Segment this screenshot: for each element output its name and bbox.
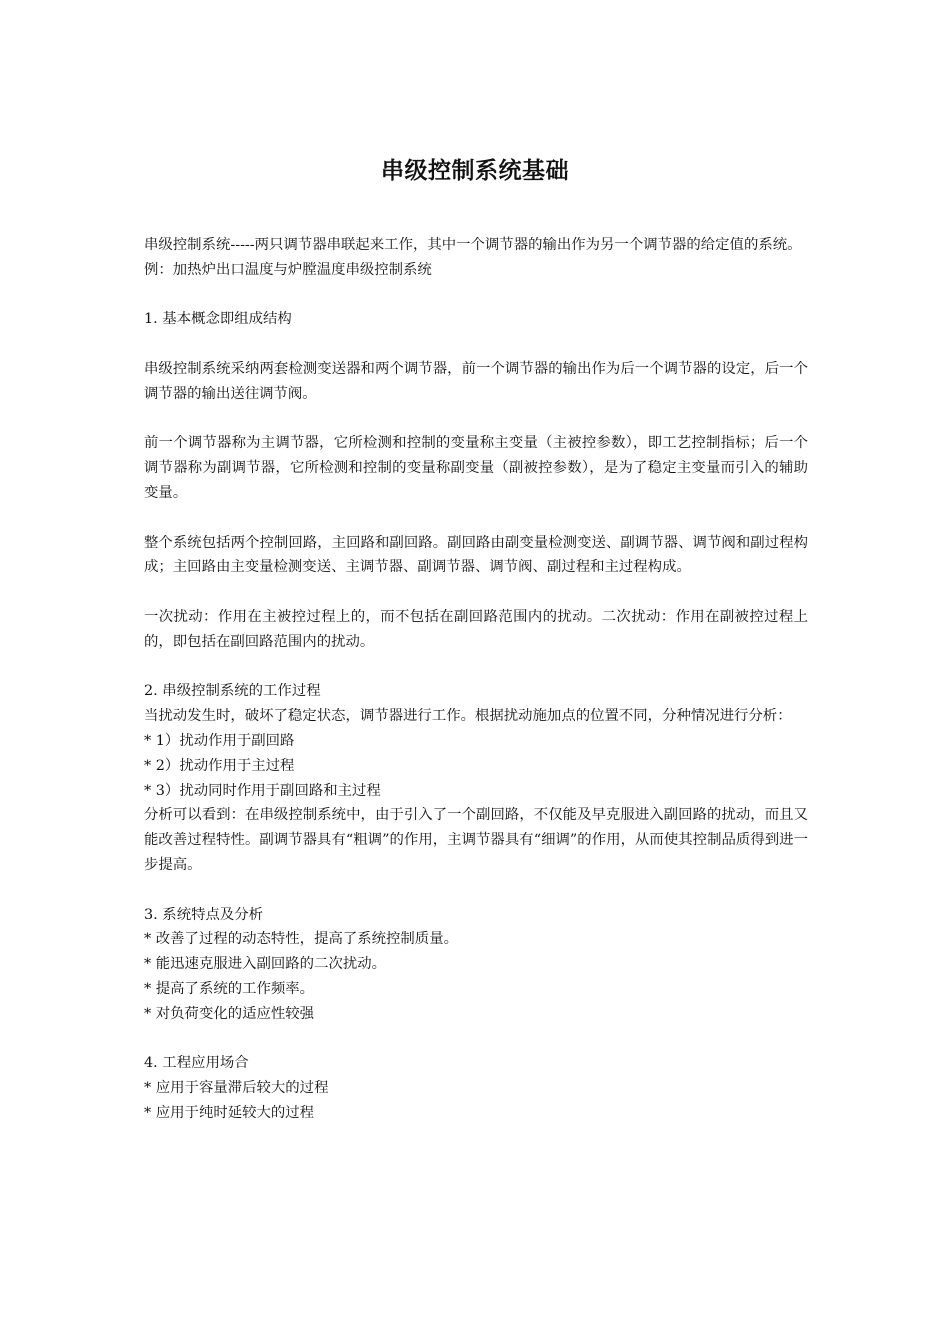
section1-paragraph: 整个系统包括两个控制回路，主回路和副回路。副回路由副变量检测变送、副调节器、调节阀和副过程构成；主回路由主变量检测变送、主调节器、副调节器、调节阀、副过程和主过程构成。 — [144, 534, 808, 576]
spacer — [144, 407, 808, 432]
spacer — [144, 506, 808, 531]
section3-list-item: * 对负荷变化的适应性较强 — [144, 1005, 315, 1022]
spacer — [144, 1027, 808, 1052]
section2-list-item: * 1）扰动作用于副回路 — [144, 732, 295, 749]
section1-heading: 1. 基本概念即组成结构 — [144, 311, 292, 328]
section2-conclusion: 分析可以看到：在串级控制系统中，由于引入了一个副回路，不仅能及早克服进入副回路的扰动，而且又能改善过程特性。副调节器具有“粗调”的作用，主调节器具有“细调”的作用，从而使其控制品质得到进一步提高。 — [144, 807, 808, 873]
section4-list-item: * 应用于容量滞后较大的过程 — [144, 1080, 329, 1097]
section2-lead: 当扰动发生时，破坏了稳定状态，调节器进行工作。根据扰动施加点的位置不同，分种情况进行分析： — [144, 708, 792, 725]
section1-paragraph: 串级控制系统采纳两套检测变送器和两个调节器，前一个调节器的输出作为后一个调节器的设定，后一个调节器的输出送往调节阀。 — [144, 360, 808, 402]
section3-heading: 3. 系统特点及分析 — [144, 906, 264, 923]
section4-heading: 4. 工程应用场合 — [144, 1055, 249, 1072]
intro-definition: 串级控制系统-----两只调节器串联起来工作，其中一个调节器的输出作为另一个调节器的给定值的系统。 — [144, 237, 802, 253]
section1-paragraph: 前一个调节器称为主调节器，它所检测和控制的变量称主变量（主被控参数），即工艺控制指标；后一个调节器称为副调节器，它所检测和控制的变量称副变量（副被控参数），是为了稳定主变量而引入的辅助变量。 — [144, 435, 808, 501]
intro-example: 例：加热炉出口温度与炉膛温度串级控制系统 — [144, 261, 432, 278]
section2-list-item: * 3）扰动同时作用于副回路和主过程 — [144, 782, 381, 799]
section2-list-item: * 2）扰动作用于主过程 — [144, 757, 295, 774]
spacer — [144, 580, 808, 605]
section2-heading: 2. 串级控制系统的工作过程 — [144, 683, 321, 700]
section4-list-item: * 应用于纯时延较大的过程 — [144, 1104, 315, 1121]
spacer — [144, 332, 808, 357]
section3-list-item: * 提高了系统的工作频率。 — [144, 980, 315, 997]
document-body — [144, 233, 808, 1126]
section3-list-item: * 能迅速克服进入副回路的二次扰动。 — [144, 956, 387, 973]
section3-list-item: * 改善了过程的动态特性，提高了系统控制质量。 — [144, 931, 458, 948]
section1-paragraph: 一次扰动：作用在主被控过程上的，而不包括在副回路范围内的扰动。二次扰动：作用在副被控过程上的，即包括在副回路范围内的扰动。 — [144, 608, 808, 650]
spacer — [144, 283, 808, 308]
spacer — [144, 655, 808, 680]
page-title: 串级控制系统基础 — [381, 158, 569, 184]
spacer — [144, 878, 808, 903]
